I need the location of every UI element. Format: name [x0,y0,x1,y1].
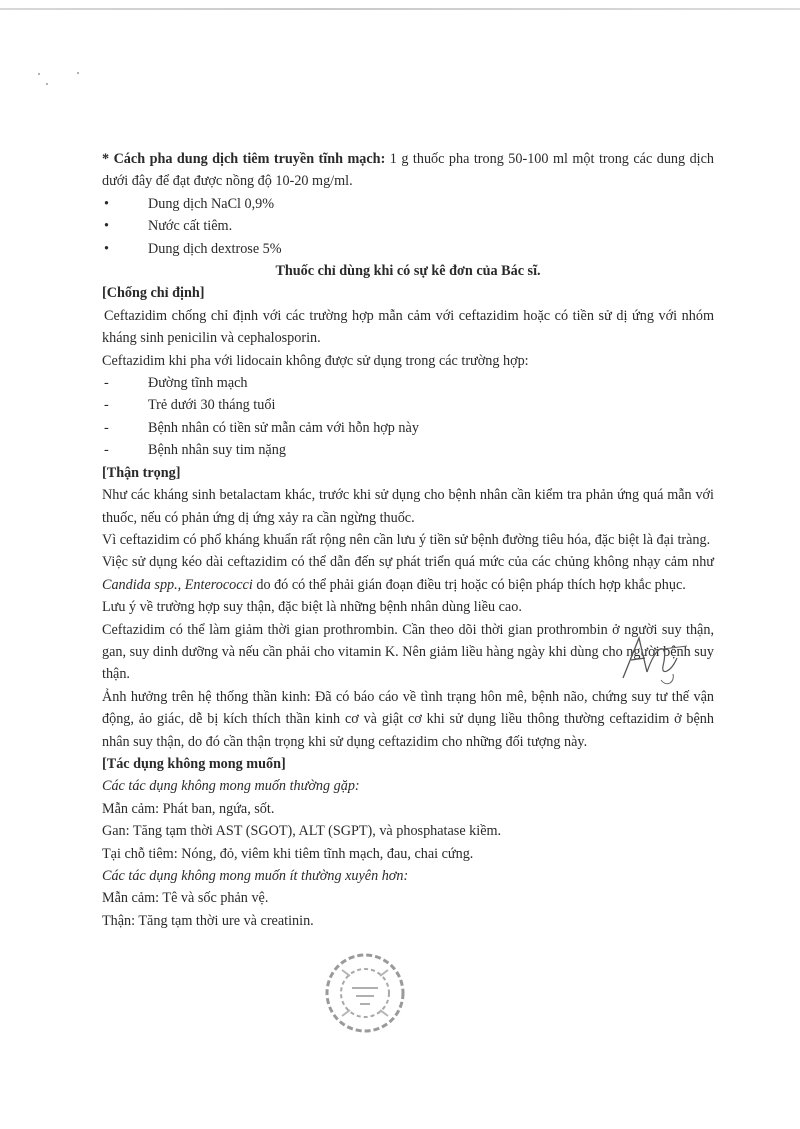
list-item: • Dung dịch dextrose 5% [102,238,714,260]
adverse-effect-line: Gan: Tăng tạm thời AST (SGOT), ALT (SGPT), và phosphatase kiềm. [102,823,502,840]
bullet-mark: • [104,240,109,257]
preparation-text: 1 g thuốc pha trong 50-100 ml một trong các dung dịch dưới đây để đạt được nồng độ 10-20 mg/ml. [102,151,714,190]
prescription-note: Thuốc chỉ dùng khi có sự kê đơn của Bác sĩ. [275,263,541,280]
preparation-paragraph [102,148,714,193]
dash-mark: - [104,375,109,392]
scan-speck [77,72,79,74]
contraindication-heading: [Chống chỉ định] [102,285,205,302]
contraindication-paragraph: Ceftazidim chống chỉ định với các trường hợp mẫn cảm với ceftazidim hoặc có tiền sử dị ứng với nhóm kháng sinh penicilin và cephalosporin. [102,307,714,347]
caution-paragraph: Ceftazidim có thể làm giảm thời gian prothrombin. Cần theo dõi thời gian prothrombin ở người suy thận, gan, suy dinh dưỡng và nếu cần phải cho vitamin K. Nên giảm liều hàng ngày khi dùng cho người bệnh suy thận. [102,621,714,683]
dash-mark: - [104,419,109,436]
scan-top-edge [0,8,800,10]
caution-paragraph: Lưu ý về trường hợp suy thận, đặc biệt là những bệnh nhân dùng liều cao. [102,599,522,616]
list-item: • Nước cất tiêm. [102,215,714,237]
organism-names: Candida spp., Enterococci [102,576,253,593]
caution-paragraph: Ảnh hưởng trên hệ thống thần kinh: Đã có báo cáo về tình trạng hôn mê, bệnh não, chứng suy tư thế vận động, ảo giác, dễ bị kích thích thần kinh cơ và giật cơ khi sử dụng liều thông thường ceftazidim ở bệnh nhân suy thận, do đó cần thận trọng khi sử dụng ceftazidim cho những đối tượng này. [102,688,714,750]
caution-paragraph: Việc sử dụng kéo dài ceftazidim có thể dẫn đến sự phát triển quá mức của các chủng không nhạy cảm như Candida spp., Enterococci do đó có thể phải gián đoạn điều trị hoặc có biện pháp thích hợp khắc phục. [102,554,714,593]
list-item: - Bệnh nhân suy tim nặng [102,439,714,461]
adverse-uncommon-subheading: Các tác dụng không mong muốn ít thường xuyên hơn: [102,868,409,884]
contraindication-paragraph: Ceftazidim khi pha với lidocain không được sử dụng trong các trường hợp: [102,352,529,369]
list-item: - Bệnh nhân có tiền sử mẫn cảm với hỗn hợp này [102,417,714,439]
list-item: • Dung dịch NaCl 0,9% [102,193,714,215]
adverse-effect-line: Thận: Tăng tạm thời ure và creatinin. [102,912,314,929]
preparation-list [102,193,714,260]
caution-heading: [Thận trọng] [102,464,181,481]
preparation-label: * Cách pha dung dịch tiêm truyền tĩnh mạch: [102,151,386,167]
document-body [102,148,714,932]
bullet-mark: • [104,218,109,235]
adverse-common-subheading: Các tác dụng không mong muốn thường gặp: [102,778,360,795]
dash-mark: - [104,397,109,414]
adverse-effect-line: Tại chỗ tiêm: Nóng, đỏ, viêm khi tiêm tĩnh mạch, đau, chai cứng. [102,845,474,862]
dash-mark: - [104,442,109,459]
contraindication-list [102,372,714,462]
adverse-effect-line: Mẫn cảm: Phát ban, ngứa, sốt. [102,800,275,817]
scan-speck [38,73,40,75]
round-stamp [322,950,408,1036]
caution-paragraph: Vì ceftazidim có phổ kháng khuẩn rất rộng nên cần lưu ý tiền sử bệnh đường tiêu hóa, đặc biệt là đại tràng. [102,531,711,548]
bullet-mark: • [104,195,109,212]
caution-paragraph: Như các kháng sinh betalactam khác, trước khi sử dụng cho bệnh nhân cần kiểm tra phản ứng quá mẫn với thuốc, nếu có phản ứng dị ứng xảy ra cần ngừng thuốc. [102,487,714,526]
handwritten-signature [617,632,693,692]
adverse-effect-line: Mẫn cảm: Tê và sốc phản vệ. [102,890,269,907]
scan-speck [46,83,48,85]
adverse-effects-heading: [Tác dụng không mong muốn] [102,755,286,772]
list-item: - Đường tĩnh mạch [102,372,714,394]
list-item: - Trẻ dưới 30 tháng tuổi [102,394,714,416]
